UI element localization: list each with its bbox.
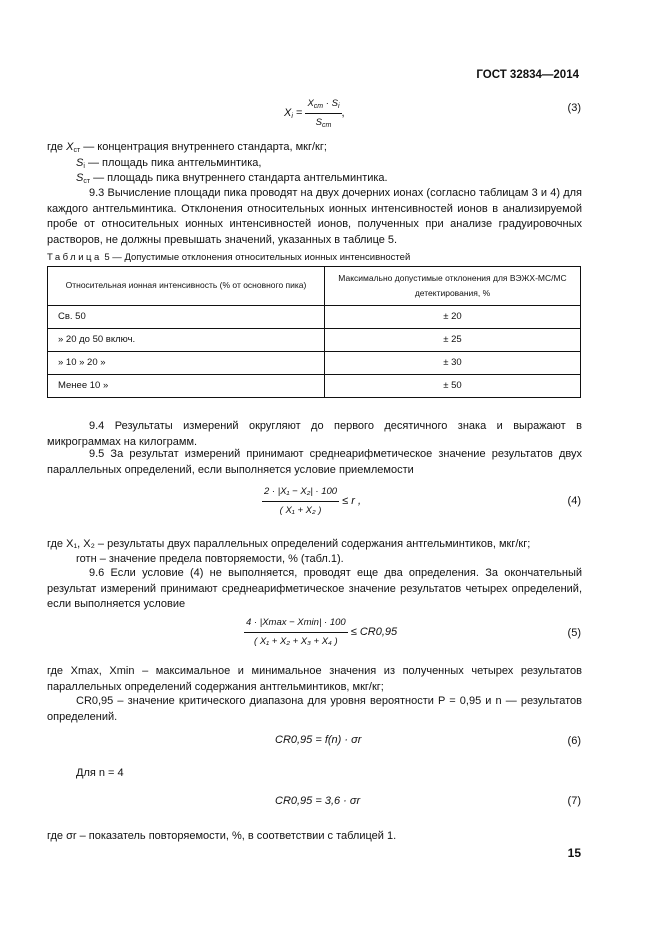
table-cell-value: ± 50 xyxy=(325,375,581,398)
table-5 xyxy=(47,266,581,398)
page-number: 15 xyxy=(567,846,581,860)
formula-4: $\frac{\text{2 · |X₁ − X₂| · 100}}{\text{( X₁ + X₂ )}}$ ≤ r , xyxy=(264,486,362,516)
formula-6: CR0,95 = f(n) · σr xyxy=(275,734,362,746)
formula-7: CR0,95 = 3,6 · σr xyxy=(275,795,361,807)
where-4-line-1: где X₁, X₂ – результаты двух параллельных определений содержания антгельминтиков, мкг/кг; xyxy=(47,538,531,550)
where-3-line-2: $S_i$ — площадь пика антгельминтика, xyxy=(76,157,262,170)
table-cell-label: » 10 » 20 » xyxy=(48,352,325,375)
table-cell-value: ± 30 xyxy=(325,352,581,375)
formula-4-number: (4) xyxy=(567,495,581,507)
table-row xyxy=(48,375,581,398)
where-7-line: где σr – показатель повторяемости, %, в соответствии с таблицей 1. xyxy=(47,830,397,842)
table-cell-label: » 20 до 50 включ. xyxy=(48,329,325,352)
paragraph-9-4: 9.4 Результаты измерений округляют до первого десятичного знака и выражают в микрограммах на килограмм. xyxy=(47,420,582,448)
table-5-caption: Таблица 5 — Допустимые отклонения относительных ионных интенсивностей xyxy=(47,252,411,263)
where-3-line-1: где $X_{ст}$ — концентрация внутреннего стандарта, мкг/кг; xyxy=(47,141,327,154)
for-n-line: Для n = 4 xyxy=(76,767,124,779)
table-row xyxy=(48,352,581,375)
where-5-line-2: CR0,95 – значение критического диапазона для уровня вероятности P = 0,95 и n — результатов определений. xyxy=(47,695,582,723)
table-cell-label: Св. 50 xyxy=(48,306,325,329)
paragraph-9-5: 9.5 За результат измерений принимают среднеарифметическое значение результатов двух параллельных определений, если выполняется условие приемлемости xyxy=(47,448,582,476)
formula-5: $\frac{4 \cdot |Xmax - Xmin| \cdot 100}{\text{( X₁ + X₂ + X₃ + X₄ )}}$ ≤ CR0,95 xyxy=(246,617,398,647)
formula-3: $X_i$ = $\frac{X_{ст} \cdot S_i}{S_{ст}}$ , xyxy=(284,98,345,129)
where-4-line-2: rотн – значение предела повторяемости, % (табл.1). xyxy=(76,553,344,565)
table-header-col-1: Относительная ионная интенсивность (% от основного пика) xyxy=(48,267,325,306)
document-standard-header: ГОСТ 32834—2014 xyxy=(476,69,579,81)
where-5-line-1: где Xmax, Xmin – максимальное и минимальное значения из полученных четырех результатов параллельных определений содержания антгельминтиков, мкг/кг; xyxy=(47,665,582,693)
table-cell-value: ± 20 xyxy=(325,306,581,329)
table-cell-value: ± 25 xyxy=(325,329,581,352)
formula-6-number: (6) xyxy=(567,735,581,747)
paragraph-9-6: 9.6 Если условие (4) не выполняется, проводят еще два определения. За окончательный результат измерений принимают среднеарифметическое значение результатов четырех определений, если выполняется условие xyxy=(47,567,582,610)
where-3-line-3: $S_{ст}$ — площадь пика внутреннего стандарта антгельминтика. xyxy=(76,172,388,185)
paragraph-9-3: 9.3 Вычисление площади пика проводят на двух дочерних ионах (согласно таблицам 3 и 4) для каждого антгельминтика. Отклонения относительных ионных интенсивностей ионов в анализируемой пробе от относительных ионных интенсивностей ионов, полученных при анализе градуировочных растворов, не должны превышать значений, указанных в таблице 5. xyxy=(47,187,582,246)
formula-3-number: (3) xyxy=(567,102,581,114)
table-header-row xyxy=(48,267,581,306)
table-header-col-2: Максимально допустимые отклонения для ВЭЖХ-МС/МС детектирования, % xyxy=(325,267,581,306)
table-row xyxy=(48,329,581,352)
table-cell-label: Менее 10 » xyxy=(48,375,325,398)
formula-5-number: (5) xyxy=(567,627,581,639)
table-row xyxy=(48,306,581,329)
formula-7-number: (7) xyxy=(567,795,581,807)
